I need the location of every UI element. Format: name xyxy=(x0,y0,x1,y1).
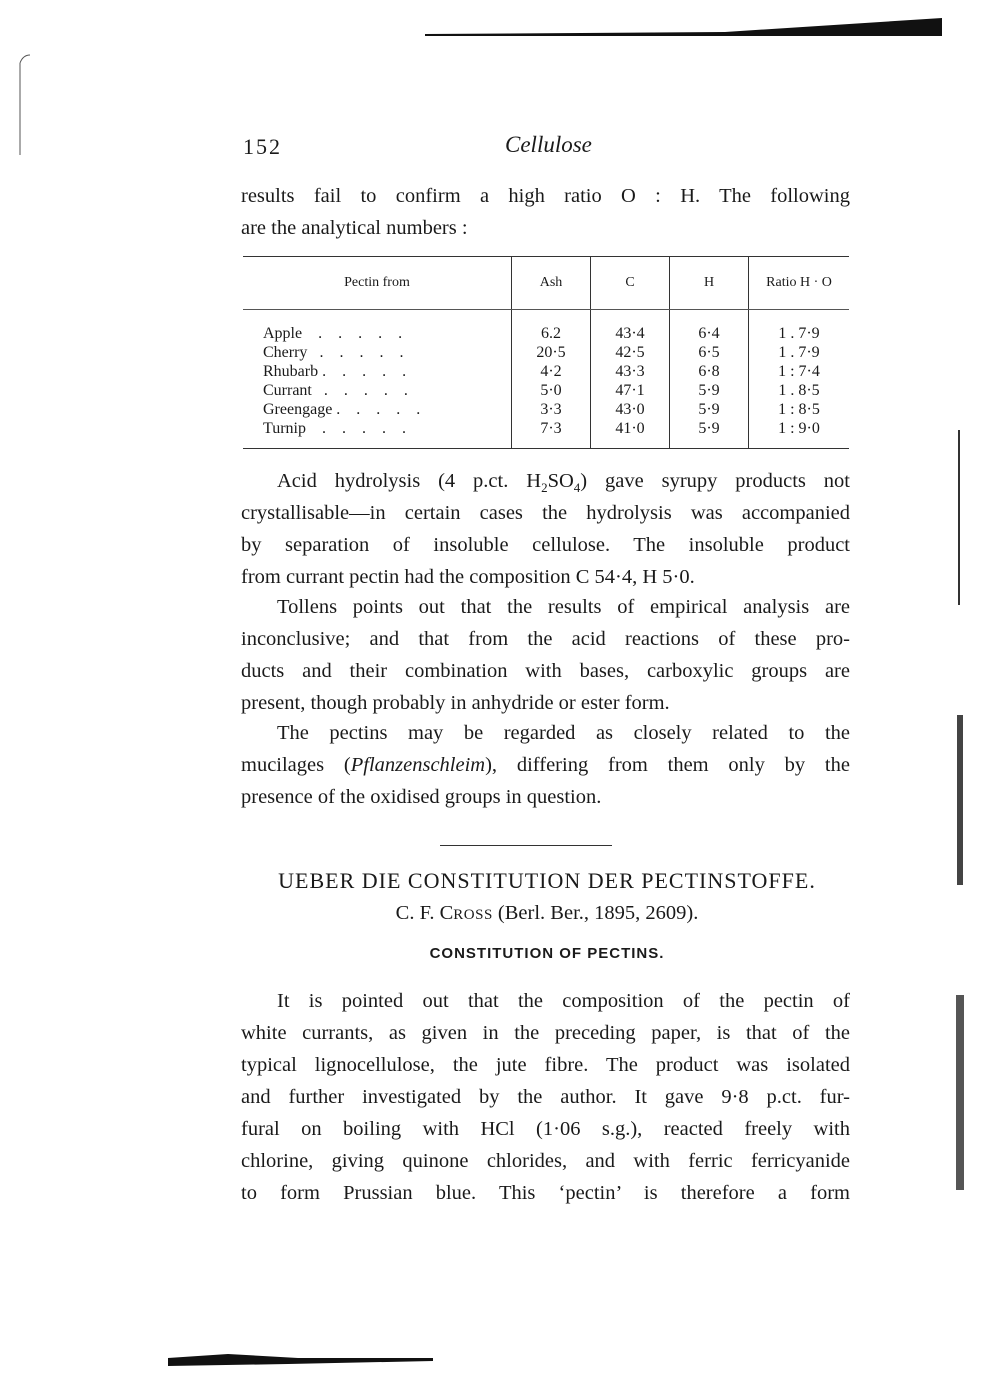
para1-line-2: crystallisable—in certain cases the hydrolysis was accompanied xyxy=(241,502,850,524)
paragraph-tollens xyxy=(241,591,850,719)
para2-line-4: present, though probably in anhydride or ester form. xyxy=(241,692,670,714)
para4-line-6: chlorine, giving quinone chlorides, and with ferric ferricyanide xyxy=(241,1150,850,1172)
para1-line-3: by separation of insoluble cellulose. The insoluble product xyxy=(241,534,850,556)
para4-line-2: white currants, as given in the preceding paper, is that of the xyxy=(241,1022,850,1044)
h-column: 6·4 6·5 6·8 5·9 5·9 5·9 xyxy=(670,310,749,449)
pectin-analysis-table xyxy=(243,256,849,449)
table-header-row xyxy=(243,257,849,310)
intro-paragraph xyxy=(241,180,850,244)
section-subtitle: CONSTITUTION OF PECTINS. xyxy=(429,945,665,962)
para1-line-1: Acid hydrolysis (4 p.ct. $H_2SO_4$) gave syrupy products not xyxy=(277,470,851,496)
paragraph-acid-hydrolysis xyxy=(241,465,850,593)
para4-line-7: to form Prussian blue. This ‘pectin’ is therefore a form xyxy=(241,1182,850,1204)
section-title: UEBER DIE CONSTITUTION DER PECTINSTOFFE. xyxy=(278,868,816,893)
para3-line-2: mucilages (Pflanzenschleim), differing from them only by the xyxy=(241,754,850,776)
col-header-ratio: Ratio H · O xyxy=(749,257,850,310)
page-number: 152 xyxy=(243,134,282,159)
para2-line-2: inconclusive; and that from the acid reactions of these pro- xyxy=(241,628,850,650)
intro-line-1: results fail to confirm a high ratio O : H. The following xyxy=(241,185,850,207)
table-row-name: Rhubarb . . . . . xyxy=(263,363,407,380)
bottom-scan-bar xyxy=(168,1352,433,1366)
intro-line-2: are the analytical numbers : xyxy=(241,217,468,239)
top-scan-bar xyxy=(425,18,942,36)
col-header-c: C xyxy=(591,257,670,310)
para2-line-1: Tollens points out that the results of empirical analysis are xyxy=(277,596,850,618)
para3-line-1: The pectins may be regarded as closely related to the xyxy=(277,722,850,744)
ratio-column: 1 . 7·9 1 . 7·9 1 : 7·4 1 . 8·5 1 : 8·5 1 : 9·0 xyxy=(749,310,850,449)
table-row-name: Apple . . . . . xyxy=(263,325,403,342)
table-body-row xyxy=(243,310,849,449)
para4-line-4: and further investigated by the author. It gave 9·8 p.ct. fur- xyxy=(241,1086,850,1108)
scan-edge-artifact xyxy=(950,430,970,1210)
c-column: 43·4 42·5 43·3 47·1 43·0 41·0 xyxy=(591,310,670,449)
table-row-name: Cherry . . . . . xyxy=(263,344,404,361)
col-header-h: H xyxy=(670,257,749,310)
paragraph-mucilages xyxy=(241,717,850,813)
col-header-pectin-from: Pectin from xyxy=(243,257,512,310)
table-row-name: Turnip . . . . . xyxy=(263,420,406,437)
left-scan-artifact xyxy=(14,45,34,175)
section-byline: C. F. CROSS (Berl. Ber., 1895, 2609). xyxy=(395,902,699,924)
para2-line-3: ducts and their combination with bases, carboxylic groups are xyxy=(241,660,850,682)
col-header-ash: Ash xyxy=(512,257,591,310)
para4-line-1: It is pointed out that the composition of the pectin of xyxy=(277,990,850,1012)
section-divider xyxy=(440,845,612,846)
para4-line-3: typical lignocellulose, the jute fibre. The product was isolated xyxy=(241,1054,850,1076)
names-column xyxy=(243,310,512,449)
para1-line-4: from currant pectin had the composition C 54·4, H 5·0. xyxy=(241,566,695,588)
ash-column: 6.2 20·5 4·2 5·0 3·3 7·3 xyxy=(512,310,591,449)
para4-line-5: fural on boiling with HCl (1·06 s.g.), reacted freely with xyxy=(241,1118,850,1140)
paragraph-constitution xyxy=(241,985,850,1209)
para3-line-3: presence of the oxidised groups in question. xyxy=(241,786,602,808)
running-title: Cellulose xyxy=(505,132,592,157)
table-row-name: Greengage . . . . . xyxy=(263,401,421,418)
table-row-name: Currant . . . . . xyxy=(263,382,408,399)
